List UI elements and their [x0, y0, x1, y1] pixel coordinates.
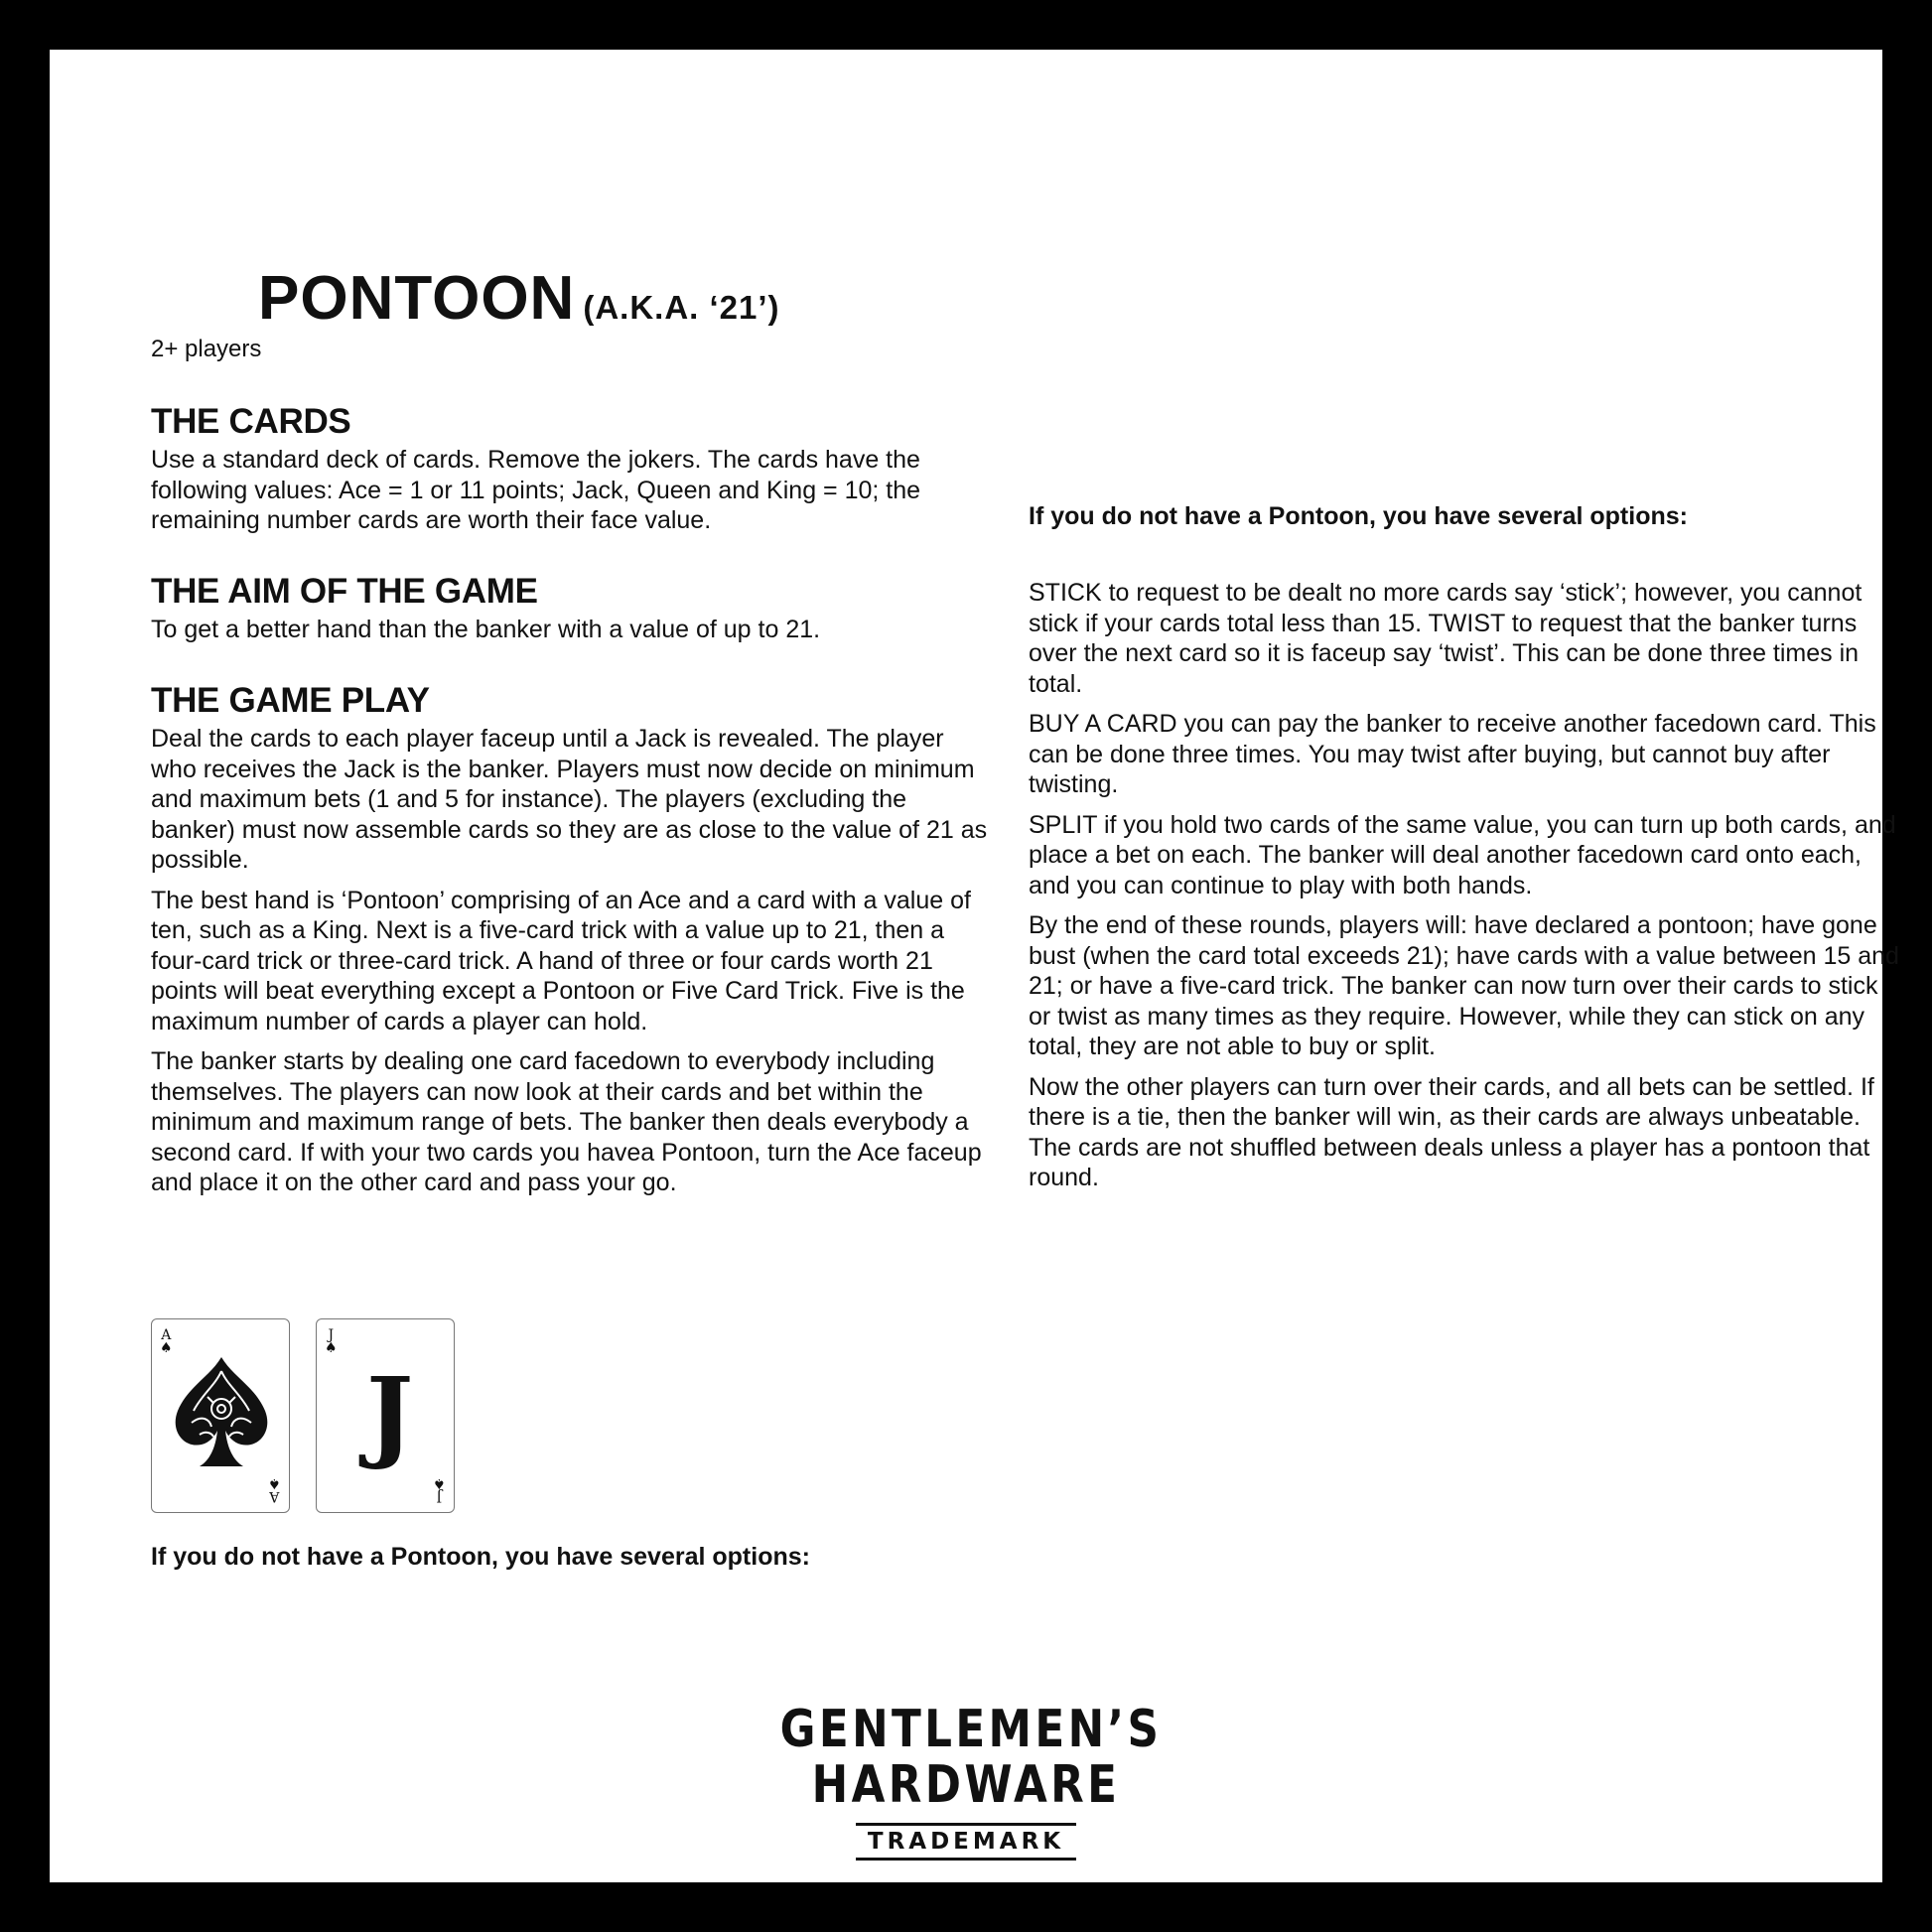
card-corner: J ♠ — [325, 1327, 338, 1356]
section-paragraph: The banker starts by dealing one card facedown to everybody including themselves. The players can now look at their cards and bet within the minimum and maximum range of bets. The banker then deals everybody a second card. If with your two cards you havea Pontoon, turn the Ace faceup and place it on the other card and pass your go. — [151, 1047, 982, 1196]
section-paragraph: The best hand is ‘Pontoon’ comprising of an Ace and a card with a value of ten, such as a King. Next is a five-card trick with a value up to 21, then a four-card trick or three-card trick. A hand of three or four cards worth 21 points will beat everything except a Pontoon or Five Card Trick. Five is the maximum number of cards a player can hold. — [151, 886, 971, 1035]
jack-card-illustration — [316, 1318, 455, 1513]
right-column — [1029, 578, 1902, 1193]
card-corner: J ♠ — [433, 1475, 446, 1504]
settlement-paragraph: Now the other players can turn over their cards, and all bets can be settled. If there is a tie, then the banker will win, as their cards are always unbeatable. The cards are not shuffled between deals unless a player has a pontoon that round. — [1029, 1072, 1874, 1191]
section-aim — [151, 569, 995, 645]
ace-card-illustration — [151, 1318, 290, 1513]
section-heading: THE GAME PLAY — [151, 681, 430, 720]
player-count: 2+ players — [151, 336, 262, 362]
section-game-play — [151, 678, 995, 1198]
options-heading-left: If you do not have a Pontoon, you have several options: — [151, 1543, 810, 1571]
options-heading-right: If you do not have a Pontoon, you have several options: — [1029, 502, 1688, 530]
card-corner: A ♠ — [160, 1327, 173, 1356]
title-main: PONTOON — [258, 264, 576, 333]
section-heading: THE AIM OF THE GAME — [151, 571, 538, 611]
logo-line-2: HARDWARE — [811, 1755, 1121, 1815]
left-column — [151, 399, 995, 1198]
option-split: SPLIT if you hold two cards of the same value, you can turn up both cards, and place a bet on each. The banker will deal another facedown card onto each, and you can continue to play with both hands. — [1029, 810, 1896, 899]
title-aka: (A.K.A. ‘21’) — [583, 289, 780, 326]
section-heading: THE CARDS — [151, 402, 351, 441]
section-cards — [151, 399, 995, 536]
round-end-paragraph: By the end of these rounds, players will: have declared a pontoon; have gone bust (when the card total exceeds 21); have cards with a value between 15 and 21; or have a five-card trick. The banker can now turn over their cards to stick or twist as many times as they require. However, while they can stick on any total, they are not able to buy or split. — [1029, 911, 1899, 1060]
logo-line-1: GENTLEMEN’S — [779, 1700, 1163, 1759]
option-buy-card: BUY A CARD you can pay the banker to receive another facedown card. This can be done three times. You may twist after buying, but cannot buy after twisting. — [1029, 710, 1876, 798]
jack-center-letter: J — [366, 1355, 414, 1472]
brand-logo — [745, 1702, 1187, 1861]
section-paragraph: Deal the cards to each player faceup until a Jack is revealed. The player who receives the Jack is the banker. Players must now decide on minimum and maximum bets (1 and 5 for instance). The players (excluding the banker) must now assemble cards so they are as close to the value of 21 as possible. — [151, 725, 988, 874]
section-body: Use a standard deck of cards. Remove the jokers. The cards have the following values: Ace = 1 or 11 points; Jack, Queen and King = 10; the remaining number cards are worth their face value. — [151, 446, 921, 534]
page-title — [258, 263, 780, 334]
card-corner: A ♠ — [268, 1475, 281, 1504]
rules-sheet — [50, 50, 1899, 1882]
logo-tagline: TRADEMARK — [856, 1823, 1076, 1861]
section-body: To get a better hand than the banker with a value of up to 21. — [151, 615, 821, 643]
option-stick-twist: STICK to request to be dealt no more cards say ‘stick’; however, you cannot stick if your cards total less than 15. TWIST to request that the banker turns over the next card so it is faceup say ‘twist’. This can be done three times in total. — [1029, 579, 1863, 698]
